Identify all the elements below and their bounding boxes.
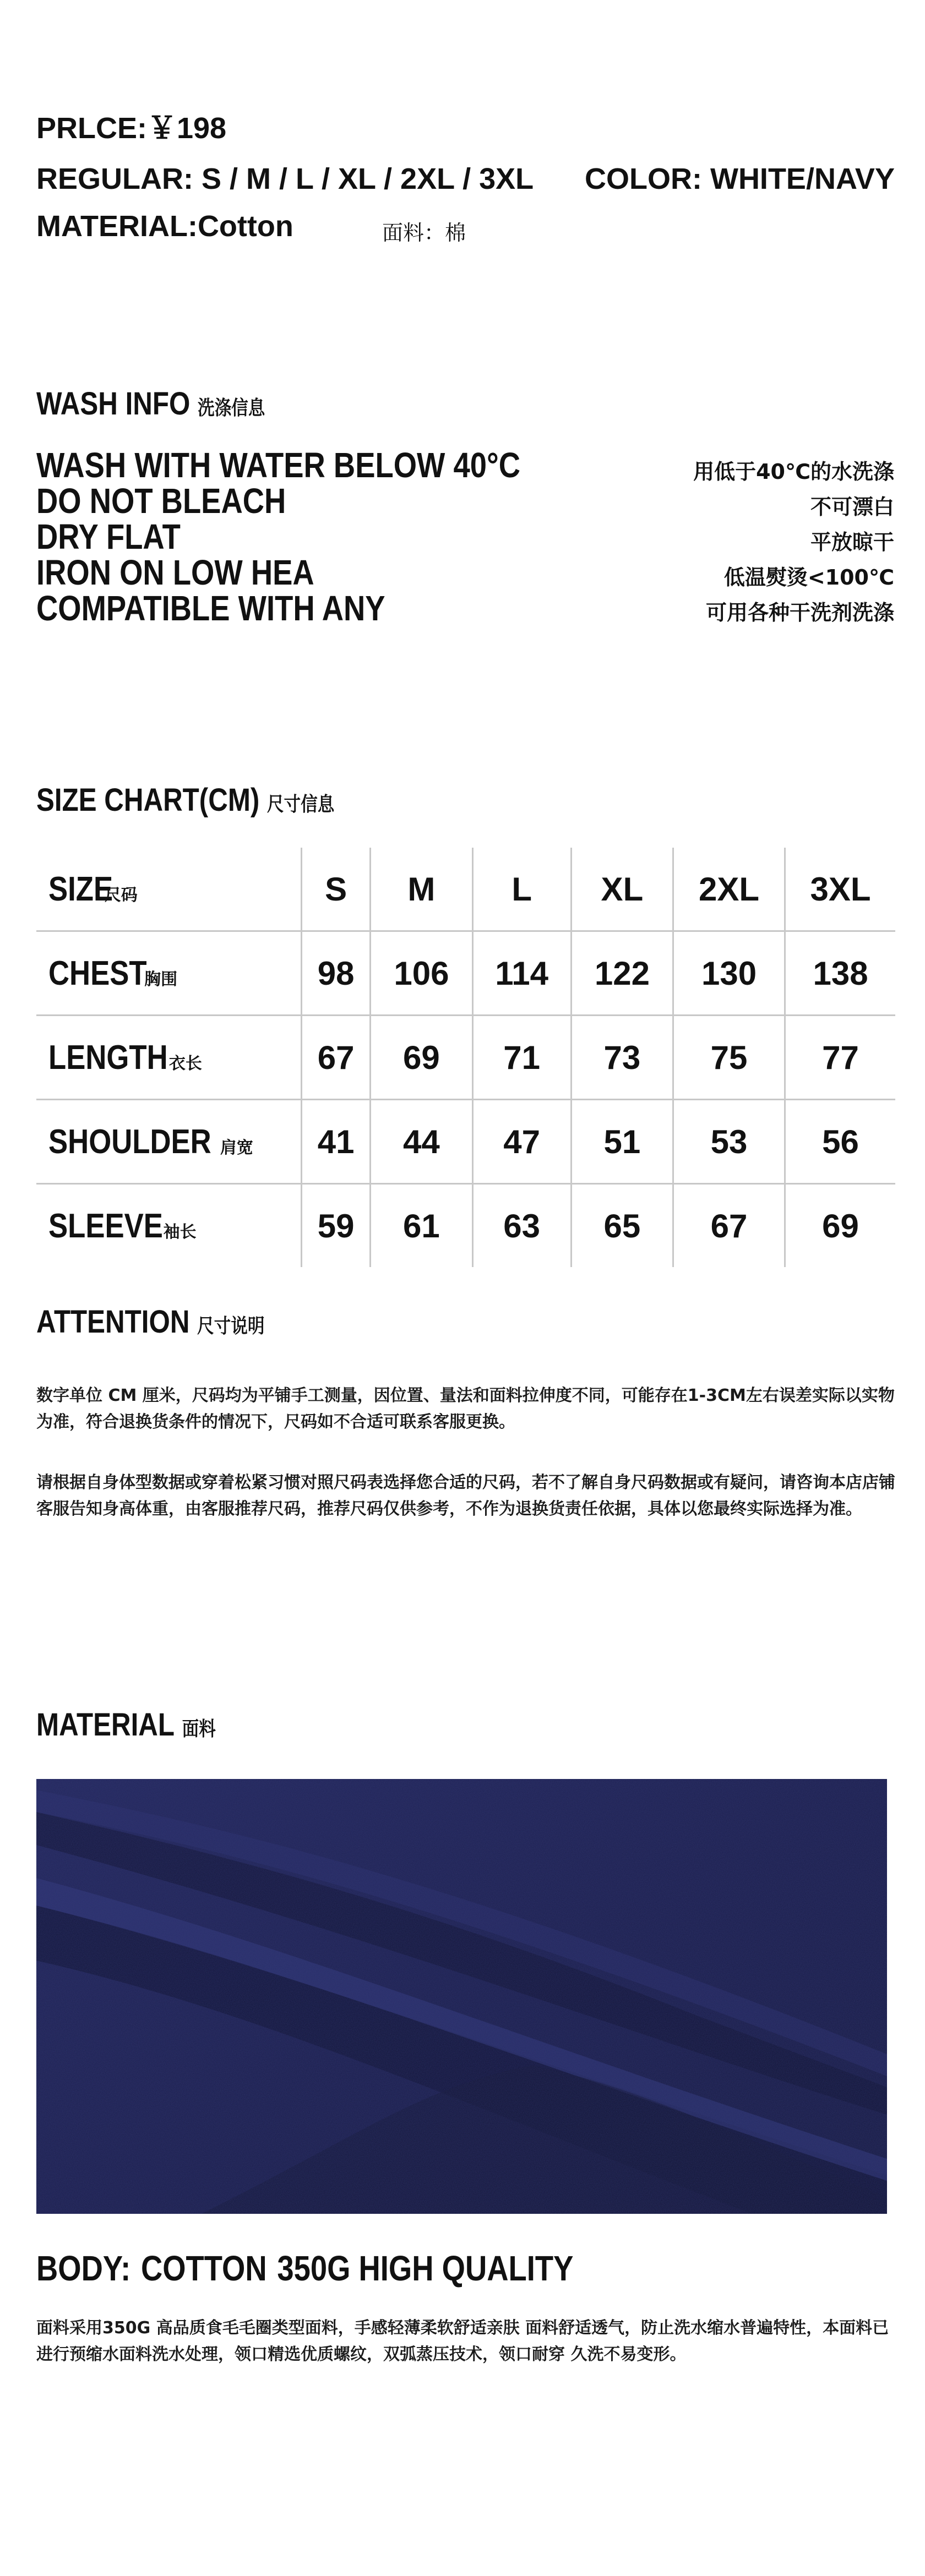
wash-item-cn: 平放晾干: [810, 530, 894, 554]
table-cell: 61: [371, 1184, 472, 1268]
table-cell: 77: [785, 1016, 895, 1100]
table-cell: 53: [673, 1100, 785, 1184]
size-table: [36, 848, 895, 1267]
size-header-label: SIZE: [48, 870, 113, 908]
size-column-header: M: [371, 848, 472, 931]
body-label: BODY:: [36, 2248, 131, 2288]
table-cell: 122: [571, 931, 673, 1016]
row-label-cell: [36, 931, 302, 1016]
size-column-header: L: [472, 848, 571, 931]
wash-item-cn: 可用各种干洗剂洗涤: [705, 601, 894, 625]
row-label-cell: [36, 1016, 302, 1100]
table-cell: 63: [472, 1184, 571, 1268]
table-cell: 44: [371, 1100, 472, 1184]
material-text: MATERIAL:Cotton: [36, 210, 293, 243]
table-cell: 73: [571, 1016, 673, 1100]
price-text: PRLCE:￥198: [36, 112, 227, 145]
size-chart-title-cn: 尺寸信息: [266, 793, 335, 816]
table-cell: 75: [673, 1016, 785, 1100]
row-label-cn: 胸围: [144, 969, 178, 989]
fabric-cn-text: 面料：棉: [382, 221, 466, 245]
table-row: [36, 1100, 895, 1184]
fabric-photo: [36, 1779, 887, 2214]
attention-paragraph-1: 数字单位 CM 厘米，尺码均为平铺手工测量，因位置、量法和面料拉伸度不同，可能存在1-3CM左右误差实际以实物为准，符合退换货条件的情况下，尺码如不合适可联系客服更换。: [36, 1386, 895, 1432]
wash-info-heading: [36, 385, 265, 422]
body-fabric: COTTON: [140, 2248, 267, 2288]
row-label: SLEEVE: [48, 1207, 163, 1245]
table-cell: 69: [371, 1016, 472, 1100]
table-cell: 71: [472, 1016, 571, 1100]
size-header-label-cn: 尺码: [104, 885, 138, 905]
table-cell: 106: [371, 931, 472, 1016]
table-cell: 56: [785, 1100, 895, 1184]
row-label: LENGTH: [48, 1038, 168, 1077]
table-cell: 59: [302, 1184, 371, 1268]
row-label-cell: [36, 1184, 302, 1268]
table-cell: 41: [302, 1100, 371, 1184]
table-cell: 67: [673, 1184, 785, 1268]
table-cell: 47: [472, 1100, 571, 1184]
size-column-header: 3XL: [785, 848, 895, 931]
row-label-cn: 衣长: [168, 1054, 202, 1073]
attention-title: ATTENTION: [36, 1304, 190, 1340]
sizes-text: REGULAR: S / M / L / XL / 2XL / 3XL: [36, 162, 534, 195]
size-chart-title: SIZE CHART(CM): [36, 782, 260, 818]
table-row: [36, 931, 895, 1016]
material-heading: [36, 1706, 216, 1743]
attention-title-cn: 尺寸说明: [197, 1315, 265, 1338]
row-label: SHOULDER: [48, 1122, 211, 1161]
wash-info-title: WASH INFO: [36, 386, 191, 422]
wash-item-en: IRON ON LOW HEA: [36, 553, 314, 592]
body-weight-quality: 350G HIGH QUALITY: [277, 2248, 574, 2288]
table-cell: 98: [302, 931, 371, 1016]
size-column-header: XL: [571, 848, 673, 931]
wash-item-en: DO NOT BLEACH: [36, 481, 286, 521]
wash-item-en: WASH WITH WATER BELOW 40°C: [36, 445, 521, 485]
material-title-cn: 面料: [182, 1718, 216, 1740]
attention-paragraph-2: 请根据自身体型数据或穿着松紧习惯对照尺码表选择您合适的尺码，若不了解自身尺码数据或有疑问，请咨询本店店铺客服告知身高体重，由客服推荐尺码，推荐尺码仅供参考，不作为退换货责任依据，具体以您最终实际选择为准。: [36, 1473, 895, 1519]
row-label-cell: [36, 1100, 302, 1184]
table-cell: 138: [785, 931, 895, 1016]
material-title: MATERIAL: [36, 1707, 175, 1743]
table-row: [36, 1184, 895, 1268]
attention-heading: [36, 1303, 264, 1340]
row-label-cn: 肩宽: [220, 1138, 253, 1158]
table-cell: 114: [472, 931, 571, 1016]
table-cell: 51: [571, 1100, 673, 1184]
size-column-header: S: [302, 848, 371, 931]
table-row: [36, 1016, 895, 1100]
table-cell: 67: [302, 1016, 371, 1100]
wash-info-title-cn: 洗涤信息: [197, 397, 265, 419]
table-cell: 69: [785, 1184, 895, 1268]
wash-item-cn: 不可漂白: [810, 495, 894, 519]
wash-item-en: COMPATIBLE WITH ANY: [36, 588, 385, 628]
body-spec-line: [36, 2248, 584, 2289]
table-cell: 65: [571, 1184, 673, 1268]
wash-item-cn: 低温熨烫<100℃: [723, 565, 894, 590]
wash-item-en: DRY FLAT: [36, 517, 181, 556]
size-chart-heading: [36, 782, 334, 818]
table-cell: 130: [673, 931, 785, 1016]
wash-item-cn: 用低于40℃的水洗涤: [693, 460, 894, 484]
row-label: CHEST: [48, 954, 147, 992]
size-header-cell: [36, 848, 302, 931]
row-label-cn: 袖长: [163, 1222, 197, 1242]
size-column-header: 2XL: [673, 848, 785, 931]
size-table-header-row: [36, 848, 895, 931]
color-text: COLOR: WHITE/NAVY: [585, 162, 895, 195]
material-description: 面料采用350G 高品质食毛毛圈类型面料，手感轻薄柔软舒适亲肤 面料舒适透气，防止洗水缩水普遍特性，本面料已进行预缩水面料洗水处理，领口精选优质螺纹，双弧蒸压技术，领口耐穿 久洗不易变形。: [36, 2318, 889, 2364]
